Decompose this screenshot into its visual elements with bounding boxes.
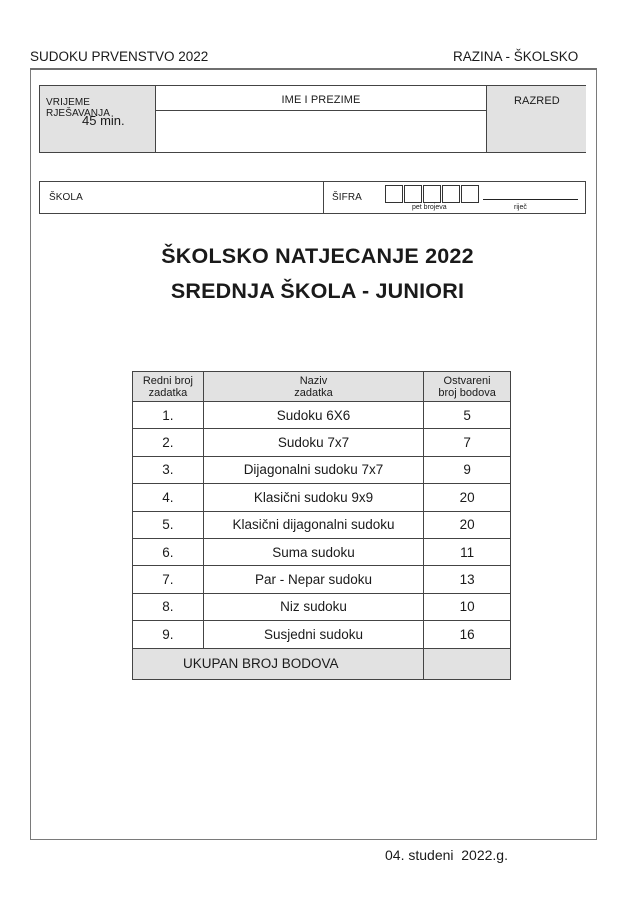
time-label: VRIJEME RJEŠAVANJA xyxy=(46,97,110,119)
task-points: 10 xyxy=(424,593,511,620)
student-info-box xyxy=(39,85,586,153)
task-points: 9 xyxy=(424,456,511,483)
header-num-line1: Redni broj xyxy=(142,374,193,387)
code-word-caption: riječ xyxy=(514,204,527,211)
code-label: ŠIFRA xyxy=(332,192,362,203)
header-name-line1: Naziv xyxy=(299,374,328,387)
task-number: 2. xyxy=(133,429,204,456)
task-points: 7 xyxy=(424,429,511,456)
table-row xyxy=(133,593,511,620)
school-label: ŠKOLA xyxy=(49,192,83,203)
task-number: 4. xyxy=(133,484,204,511)
table-row xyxy=(133,621,511,648)
task-number: 7. xyxy=(133,566,204,593)
code-digit-box-3[interactable] xyxy=(423,185,441,203)
task-name: Par - Nepar sudoku xyxy=(203,566,423,593)
task-number: 1. xyxy=(133,402,204,429)
task-name: Sudoku 6X6 xyxy=(203,402,423,429)
table-row xyxy=(133,511,511,538)
page-subtitle: SREDNJA ŠKOLA - JUNIORI xyxy=(170,279,465,303)
code-word-line[interactable] xyxy=(483,199,578,200)
task-name: Klasični sudoku 9x9 xyxy=(203,484,423,511)
page-title: ŠKOLSKO NATJECANJE 2022 xyxy=(161,244,474,268)
task-points: 11 xyxy=(424,538,511,565)
task-points: 20 xyxy=(424,511,511,538)
header-pts-line2: broj bodova xyxy=(438,386,496,399)
task-name: Susjedni sudoku xyxy=(203,621,423,648)
header-points xyxy=(424,372,511,402)
class-cell[interactable] xyxy=(486,86,586,152)
table-row xyxy=(133,566,511,593)
task-points: 16 xyxy=(424,621,511,648)
code-digit-box-2[interactable] xyxy=(404,185,422,203)
table-row xyxy=(133,456,511,483)
header-task-name xyxy=(203,372,423,402)
header-left: SUDOKU PRVENSTVO 2022 xyxy=(30,49,209,64)
task-name: Klasični dijagonalni sudoku xyxy=(203,511,423,538)
name-label: IME I PREZIME xyxy=(281,94,361,106)
tasks-table xyxy=(132,371,511,680)
name-field[interactable] xyxy=(156,111,486,152)
total-points-field[interactable] xyxy=(424,648,511,679)
document-date: 04. studeni 2022.g. xyxy=(385,847,508,863)
school-divider xyxy=(323,182,324,213)
time-value: 45 min. xyxy=(82,113,125,128)
task-points: 13 xyxy=(424,566,511,593)
name-header-cell xyxy=(156,86,486,111)
header-task-number xyxy=(133,372,204,402)
class-label: RAZRED xyxy=(514,95,560,107)
code-digits-caption: pet brojeva xyxy=(412,204,447,211)
task-name: Sudoku 7x7 xyxy=(203,429,423,456)
task-name: Niz sudoku xyxy=(203,593,423,620)
table-row xyxy=(133,484,511,511)
table-row xyxy=(133,538,511,565)
task-number: 5. xyxy=(133,511,204,538)
header-right: RAZINA - ŠKOLSKO xyxy=(453,49,579,64)
time-cell xyxy=(40,86,156,152)
header-num-line2: zadatka xyxy=(148,386,188,399)
total-label: UKUPAN BROJ BODOVA xyxy=(133,648,424,679)
school-code-box xyxy=(39,181,586,214)
task-number: 3. xyxy=(133,456,204,483)
table-header-row xyxy=(133,372,511,402)
school-field[interactable] xyxy=(90,182,322,213)
total-row xyxy=(133,648,511,679)
table-row xyxy=(133,402,511,429)
table-row xyxy=(133,429,511,456)
task-name: Suma sudoku xyxy=(203,538,423,565)
task-points: 5 xyxy=(424,402,511,429)
task-points: 20 xyxy=(424,484,511,511)
task-number: 6. xyxy=(133,538,204,565)
task-number: 8. xyxy=(133,593,204,620)
code-digit-box-5[interactable] xyxy=(461,185,479,203)
task-number: 9. xyxy=(133,621,204,648)
header-name-line2: zadatka xyxy=(294,386,333,399)
task-name: Dijagonalni sudoku 7x7 xyxy=(203,456,423,483)
code-digit-box-1[interactable] xyxy=(385,185,403,203)
code-digit-box-4[interactable] xyxy=(442,185,460,203)
header-pts-line1: Ostvareni xyxy=(443,374,491,387)
